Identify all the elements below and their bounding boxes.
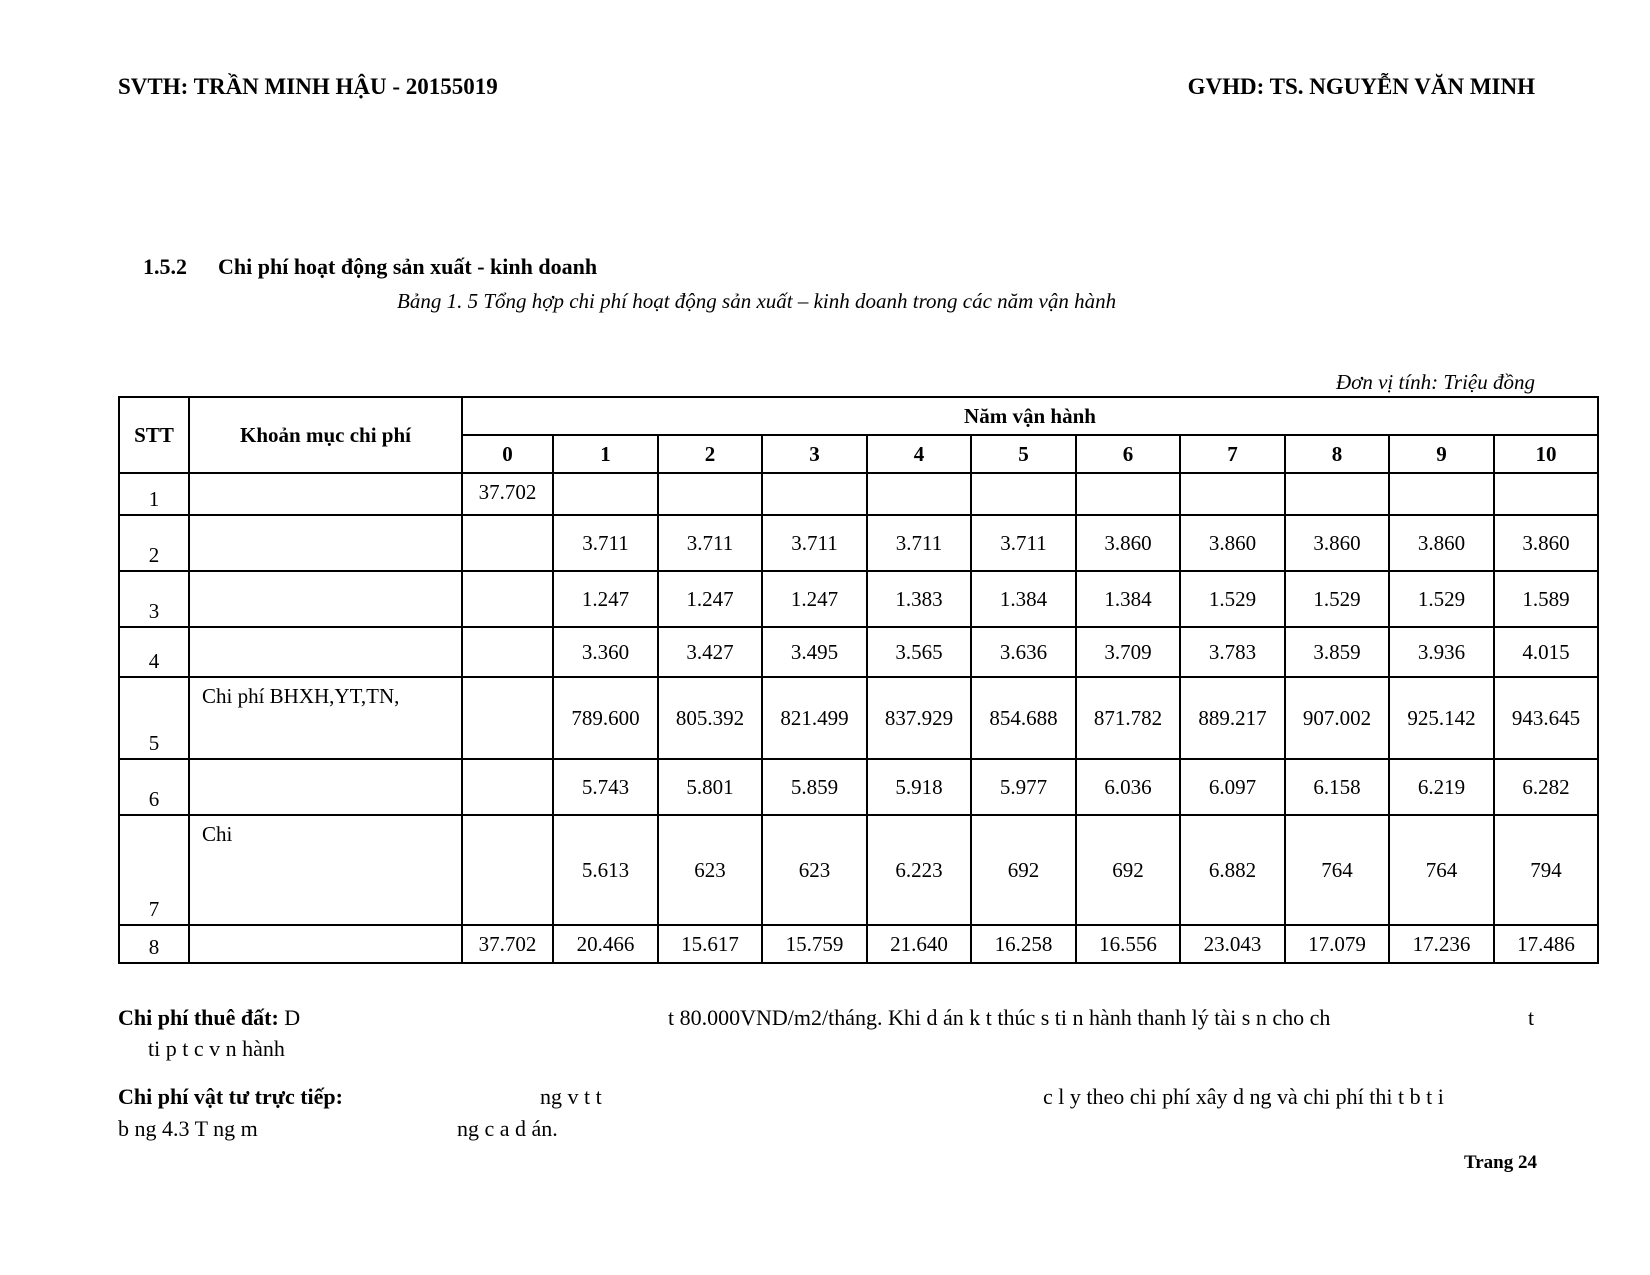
cell-value: 789.600: [553, 677, 658, 759]
cell-value: [462, 759, 553, 815]
cell-value: 3.427: [658, 627, 762, 677]
cell-value: 3.711: [762, 515, 867, 571]
row-stt: 3: [119, 571, 189, 627]
cell-value: 37.702: [462, 925, 553, 963]
header-year: 1: [553, 435, 658, 473]
land-cost-text-end: t: [1528, 1005, 1535, 1030]
material-cost-text-right: c l y theo chi phí xây d ng và chi phí thi t b t i: [1043, 1084, 1444, 1109]
cell-value: 3.860: [1389, 515, 1494, 571]
table-row: [119, 571, 1598, 627]
cell-value: 3.711: [971, 515, 1076, 571]
cell-value: 794: [1494, 815, 1598, 925]
cell-value: [1076, 473, 1180, 515]
table-row: [119, 677, 1598, 759]
header-year: 6: [1076, 435, 1180, 473]
header-year: 8: [1285, 435, 1389, 473]
material-cost-line2: b ng 4.3 T ng m: [118, 1116, 258, 1141]
cell-value: 692: [971, 815, 1076, 925]
cell-value: [971, 473, 1076, 515]
cell-value: 5.801: [658, 759, 762, 815]
header-year: 4: [867, 435, 971, 473]
cell-value: 3.360: [553, 627, 658, 677]
cell-value: 1.384: [1076, 571, 1180, 627]
cell-value: 6.223: [867, 815, 971, 925]
cell-value: 837.929: [867, 677, 971, 759]
cell-value: 5.859: [762, 759, 867, 815]
table-row: [119, 515, 1598, 571]
table-row: [119, 473, 1598, 515]
cell-value: 943.645: [1494, 677, 1598, 759]
row-stt: 7: [119, 815, 189, 925]
section-number: 1.5.2: [143, 254, 187, 279]
cell-value: 5.743: [553, 759, 658, 815]
cell-value: 1.247: [762, 571, 867, 627]
cell-value: 3.709: [1076, 627, 1180, 677]
header-stt: STT: [119, 397, 189, 473]
cell-value: [462, 815, 553, 925]
table-row: [119, 759, 1598, 815]
cell-value: 3.711: [867, 515, 971, 571]
land-cost-line2: ti p t c v n hành: [148, 1036, 285, 1061]
cell-value: [658, 473, 762, 515]
row-stt: 1: [119, 473, 189, 515]
cell-value: 925.142: [1389, 677, 1494, 759]
row-item: Chi phí BHXH,YT,TN,: [189, 677, 462, 759]
cell-value: 3.860: [1285, 515, 1389, 571]
cell-value: 37.702: [462, 473, 553, 515]
cell-value: 907.002: [1285, 677, 1389, 759]
material-cost-line2-mid: ng c a d án.: [457, 1116, 558, 1141]
unit-note: Đơn vị tính: Triệu đồng: [1335, 370, 1535, 394]
cell-value: 23.043: [1180, 925, 1285, 963]
material-cost-text-mid: ng v t t: [540, 1084, 602, 1109]
cell-value: 3.860: [1494, 515, 1598, 571]
cell-value: 16.258: [971, 925, 1076, 963]
cell-value: 6.282: [1494, 759, 1598, 815]
header-student: SVTH: TRẦN MINH HẬU - 20155019: [118, 74, 498, 99]
cell-value: 1.529: [1389, 571, 1494, 627]
cell-value: 3.495: [762, 627, 867, 677]
cost-table: [118, 396, 1599, 964]
land-cost-text-mid: t 80.000VND/m2/tháng. Khi d án k t thúc s ti n hành thanh lý tài s n cho ch: [668, 1005, 1331, 1030]
row-stt: 2: [119, 515, 189, 571]
header-years-group: Năm vận hành: [462, 397, 1598, 435]
cell-value: 6.219: [1389, 759, 1494, 815]
row-item: [189, 925, 462, 963]
cell-value: 3.711: [658, 515, 762, 571]
cell-value: 889.217: [1180, 677, 1285, 759]
paragraph-land-cost: [118, 1005, 300, 1031]
cell-value: [553, 473, 658, 515]
cell-value: 764: [1285, 815, 1389, 925]
cell-value: 6.036: [1076, 759, 1180, 815]
section-title: Chi phí hoạt động sản xuất - kinh doanh: [218, 254, 598, 279]
row-item: [189, 571, 462, 627]
row-item: [189, 473, 462, 515]
header-year: 7: [1180, 435, 1285, 473]
cell-value: [1180, 473, 1285, 515]
cell-value: 3.565: [867, 627, 971, 677]
row-stt: 4: [119, 627, 189, 677]
row-stt: 8: [119, 925, 189, 963]
cell-value: 623: [658, 815, 762, 925]
cell-value: 21.640: [867, 925, 971, 963]
cell-value: 6.882: [1180, 815, 1285, 925]
cell-value: 1.247: [658, 571, 762, 627]
table-row: [119, 627, 1598, 677]
header-item: Khoản mục chi phí: [189, 397, 462, 473]
cell-value: 15.617: [658, 925, 762, 963]
table-caption: Bảng 1. 5 Tổng hợp chi phí hoạt động sản xuất – kinh doanh trong các năm vận hành: [397, 289, 1117, 313]
cell-value: 17.079: [1285, 925, 1389, 963]
cell-value: [1389, 473, 1494, 515]
row-item: [189, 515, 462, 571]
land-cost-text: D: [278, 1005, 301, 1030]
cell-value: [1494, 473, 1598, 515]
header-year: 5: [971, 435, 1076, 473]
cell-value: 764: [1389, 815, 1494, 925]
header-year: 3: [762, 435, 867, 473]
cell-value: 16.556: [1076, 925, 1180, 963]
header-year: 2: [658, 435, 762, 473]
cell-value: 3.936: [1389, 627, 1494, 677]
cell-value: 5.977: [971, 759, 1076, 815]
cell-value: 6.097: [1180, 759, 1285, 815]
cell-value: 17.486: [1494, 925, 1598, 963]
cell-value: 3.860: [1180, 515, 1285, 571]
cell-value: [1285, 473, 1389, 515]
cell-value: [462, 677, 553, 759]
cell-value: 20.466: [553, 925, 658, 963]
table-row: [119, 815, 1598, 925]
cell-value: 6.158: [1285, 759, 1389, 815]
cell-value: [762, 473, 867, 515]
cell-value: 3.783: [1180, 627, 1285, 677]
cell-value: 3.859: [1285, 627, 1389, 677]
cell-value: 15.759: [762, 925, 867, 963]
cell-value: 3.860: [1076, 515, 1180, 571]
header-year: 0: [462, 435, 553, 473]
cell-value: 1.589: [1494, 571, 1598, 627]
header-year: 10: [1494, 435, 1598, 473]
cell-value: 871.782: [1076, 677, 1180, 759]
row-item: Chi: [189, 815, 462, 925]
cell-value: 805.392: [658, 677, 762, 759]
cell-value: 3.636: [971, 627, 1076, 677]
cell-value: 623: [762, 815, 867, 925]
header-advisor: GVHD: TS. NGUYỄN VĂN MINH: [1187, 74, 1535, 99]
table-row: [119, 925, 1598, 963]
cell-value: 1.383: [867, 571, 971, 627]
cell-value: 854.688: [971, 677, 1076, 759]
land-cost-label: Chi phí thuê đất:: [118, 1005, 279, 1030]
header-year: 9: [1389, 435, 1494, 473]
material-cost-label: Chi phí vật tư trực tiếp:: [118, 1084, 343, 1109]
cell-value: 3.711: [553, 515, 658, 571]
row-stt: 6: [119, 759, 189, 815]
cell-value: [462, 571, 553, 627]
cell-value: 1.384: [971, 571, 1076, 627]
cell-value: 5.613: [553, 815, 658, 925]
row-item: [189, 627, 462, 677]
row-item: [189, 759, 462, 815]
paragraph-material-cost: [118, 1084, 343, 1110]
cell-value: 692: [1076, 815, 1180, 925]
cell-value: 821.499: [762, 677, 867, 759]
cell-value: 5.918: [867, 759, 971, 815]
cell-value: [462, 515, 553, 571]
cell-value: 17.236: [1389, 925, 1494, 963]
cell-value: 1.529: [1180, 571, 1285, 627]
cell-value: 4.015: [1494, 627, 1598, 677]
cell-value: [867, 473, 971, 515]
cell-value: 1.247: [553, 571, 658, 627]
cell-value: 1.529: [1285, 571, 1389, 627]
page-number: Trang 24: [1463, 1152, 1537, 1173]
row-stt: 5: [119, 677, 189, 759]
cell-value: [462, 627, 553, 677]
